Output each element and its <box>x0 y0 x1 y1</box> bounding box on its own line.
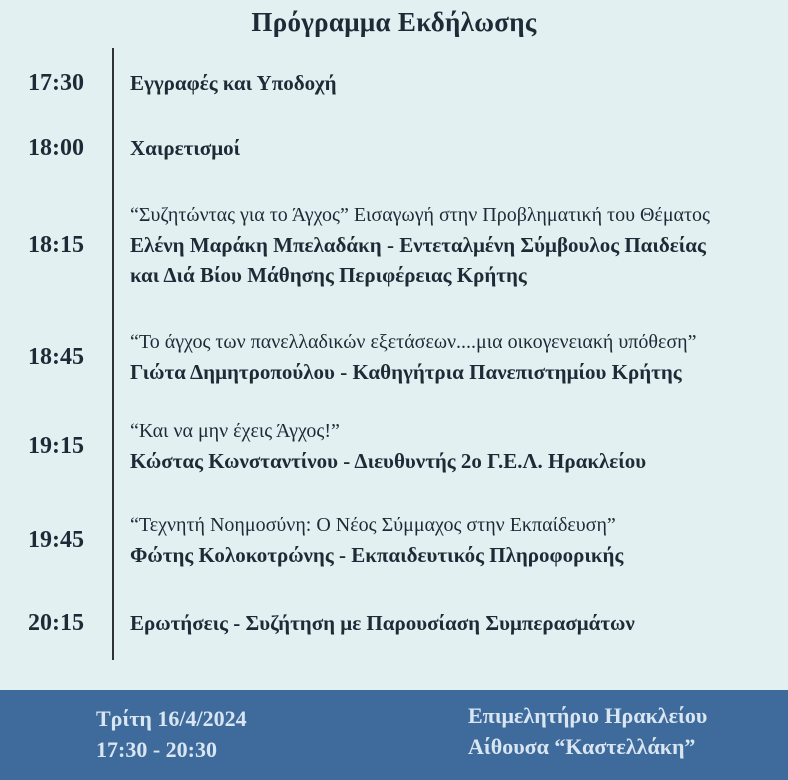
talk-title: “Το άγχος των πανελλαδικών εξετάσεων....μια οικογενειακή υπόθεση” <box>130 331 697 353</box>
venue-name: Επιμελητήριο Ηρακλείου <box>468 703 708 728</box>
page-title: Πρόγραμμα Εκδήλωσης <box>251 7 537 37</box>
talk-title: “Συζητώντας για το Άγχος” Εισαγωγή στην Προβληματική του Θέματος <box>130 204 710 226</box>
speaker-name: Γιώτα Δημητροπούλου - Καθηγήτρια Πανεπιστημίου Κρήτης <box>130 360 682 384</box>
venue-room: Αίθουσα “Καστελλάκη” <box>468 734 696 759</box>
schedule-row <box>0 509 788 571</box>
schedule-row <box>0 198 788 292</box>
session-content <box>112 68 337 98</box>
time-label: 18:00 <box>28 134 84 161</box>
schedule-row <box>0 66 788 100</box>
footer-date-block <box>96 690 376 780</box>
footer-bar <box>0 690 788 780</box>
schedule-row <box>0 606 788 640</box>
time-label: 18:15 <box>28 231 84 258</box>
time-label: 20:15 <box>28 609 84 636</box>
event-date: Τρίτη 16/4/2024 <box>96 706 247 731</box>
footer-venue-block <box>468 690 707 780</box>
session-title: Χαιρετισμοί <box>130 136 241 160</box>
schedule-row <box>0 415 788 477</box>
speaker-name-continued: και Διά Βίου Μάθησης Περιφέρειας Κρήτης <box>130 263 527 287</box>
speaker-name: Φώτης Κολοκοτρώνης - Εκπαιδευτικός Πληροφορικής <box>130 543 624 567</box>
session-title: Ερωτήσεις - Συζήτηση με Παρουσίαση Συμπερασμάτων <box>130 611 635 635</box>
session-content <box>112 327 696 387</box>
schedule-row <box>0 326 788 388</box>
event-hours: 17:30 - 20:30 <box>96 737 217 762</box>
talk-title: “Και να μην έχεις Άγχος!” <box>130 420 340 442</box>
time-label: 17:30 <box>28 69 84 96</box>
session-content <box>112 200 710 290</box>
session-content <box>112 133 240 163</box>
session-title: Εγγραφές και Υποδοχή <box>130 71 337 95</box>
talk-title: “Τεχνητή Νοημοσύνη: Ο Νέος Σύμμαχος στην Εκπαίδευση” <box>130 514 616 536</box>
time-label: 19:45 <box>28 526 84 553</box>
session-content <box>112 416 646 476</box>
session-content <box>112 510 623 570</box>
time-label: 19:15 <box>28 432 84 459</box>
speaker-name: Ελένη Μαράκη Μπελαδάκη - Εντεταλμένη Σύμβουλος Παιδείας <box>130 233 706 257</box>
session-content <box>112 608 635 638</box>
schedule-row <box>0 131 788 165</box>
time-label: 18:45 <box>28 343 84 370</box>
speaker-name: Κώστας Κωνσταντίνου - Διευθυντής 2ο Γ.Ε.Λ. Ηρακλείου <box>130 449 647 473</box>
